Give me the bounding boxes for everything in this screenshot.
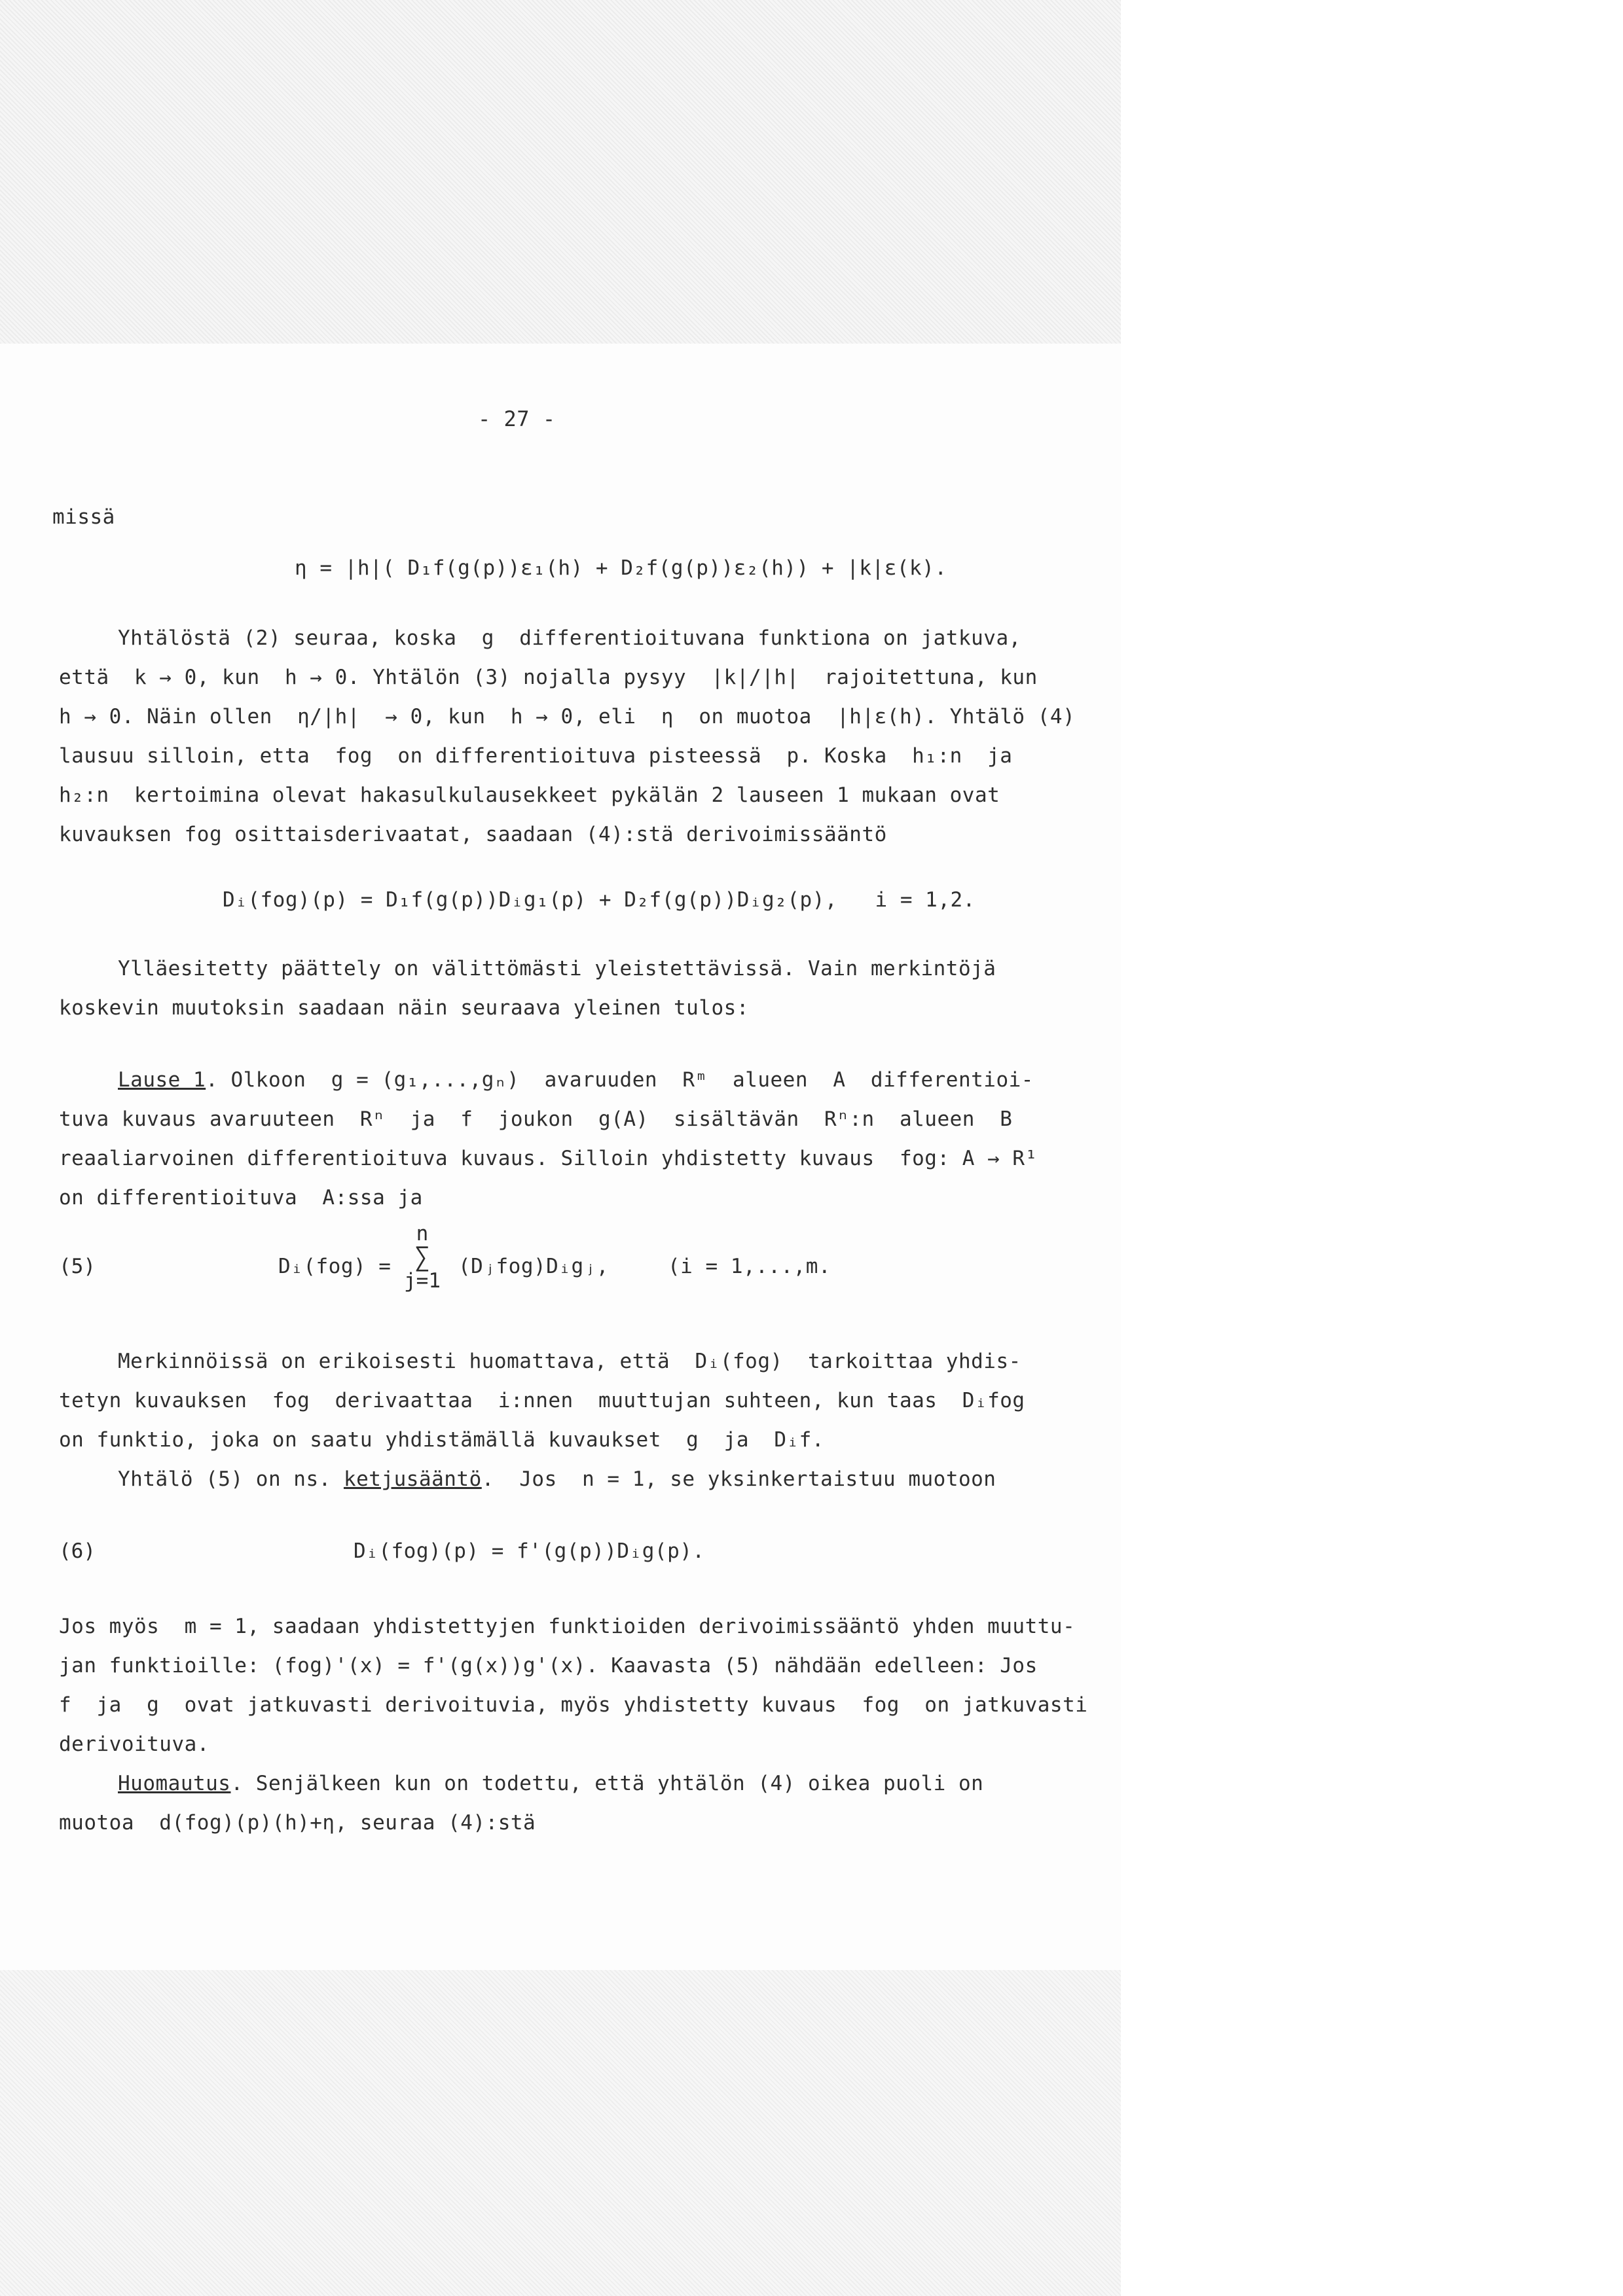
sum-upper-limit: n — [416, 1222, 429, 1246]
equation-5-range: (i = 1,...,m. — [668, 1255, 831, 1278]
equation-5-lhs: Dᵢ(fog) = — [278, 1255, 392, 1278]
equation-number-6: (6) — [59, 1539, 96, 1563]
scan-background-bottom — [0, 1970, 1121, 2296]
remark-label: Huomautus — [118, 1772, 231, 1795]
text-line: reaaliarvoinen differentioituva kuvaus. Silloin yhdistetty kuvaus fog: A → R¹ — [59, 1147, 1038, 1170]
remark-text: . Senjälkeen kun on todettu, että yhtälön (4) oikea puoli on — [230, 1772, 984, 1795]
equation-6: Dᵢ(fog)(p) = f'(g(p))Dᵢg(p). — [354, 1539, 705, 1563]
text-line: koskevin muutoksin saadaan näin seuraava yleinen tulos: — [59, 996, 749, 1020]
text-line: että k → 0, kun h → 0. Yhtälön (3) nojalla pysyy |k|/|h| rajoitettuna, kun — [59, 666, 1038, 689]
scan-background-top — [0, 0, 1121, 344]
text-line: h → 0. Näin ollen η/|h| → 0, kun h → 0, eli η on muotoa |h|ε(h). Yhtälö (4) — [59, 705, 1076, 728]
text-line: kuvauksen fog osittaisderivaatat, saadaan (4):stä derivoimissääntö — [59, 823, 887, 846]
chain-rule-term: ketjusääntö — [343, 1467, 482, 1491]
chain-rule-post: . Jos n = 1, se yksinkertaistuu muotoon — [481, 1467, 996, 1491]
text-line: tetyn kuvauksen fog derivaattaa i:nnen muuttujan suhteen, kun taas Dᵢfog — [59, 1389, 1025, 1412]
theorem-label: Lause 1 — [118, 1068, 206, 1092]
text-line: lausuu silloin, etta fog on differentioituva pisteessä p. Koska h₁:n ja — [59, 744, 1013, 768]
text-line: missä — [52, 505, 115, 529]
text-line: derivoituva. — [59, 1732, 210, 1756]
text-line: Yhtälöstä (2) seuraa, koska g differentioituvana funktiona on jatkuva, — [118, 626, 1021, 650]
theorem-text: . Olkoon g = (g₁,...,gₙ) avaruuden Rᵐ alueen A differentioi- — [206, 1068, 1034, 1092]
text-line: Ylläesitetty päättely on välittömästi yleistettävissä. Vain merkintöjä — [118, 957, 996, 980]
sum-sigma: ∑ — [414, 1242, 431, 1272]
text-line: Merkinnöissä on erikoisesti huomattava, että Dᵢ(fog) tarkoittaa yhdis- — [118, 1350, 1021, 1373]
text-line: tuva kuvaus avaruuteen Rⁿ ja f joukon g(A) sisältävän Rⁿ:n alueen B — [59, 1107, 1013, 1131]
page-number: - 27 - — [478, 406, 556, 431]
text-line: on differentioituva A:ssa ja — [59, 1186, 423, 1210]
scan-margin-right — [1121, 0, 1623, 2296]
equation-derivative-rule: Dᵢ(fog)(p) = D₁f(g(p))Dᵢg₁(p) + D₂f(g(p))Dᵢg₂(p), i = 1,2. — [223, 888, 976, 912]
equation-5-rhs: (Dⱼfog)Dᵢgⱼ, — [458, 1255, 609, 1278]
text-line: Jos myös m = 1, saadaan yhdistettyjen funktioiden derivoimissääntö yhden muuttu- — [59, 1615, 1076, 1638]
text-line: muotoa d(fog)(p)(h)+η, seuraa (4):stä — [59, 1811, 536, 1835]
text-line: jan funktioille: (fog)'(x) = f'(g(x))g'(x). Kaavasta (5) nähdään edelleen: Jos — [59, 1654, 1038, 1677]
theorem-line — [118, 1067, 1034, 1093]
chain-rule-line — [118, 1466, 996, 1492]
equation-number-5: (5) — [59, 1255, 96, 1278]
chain-rule-pre: Yhtälö (5) on ns. — [118, 1467, 344, 1491]
equation-eta: η = |h|( D₁f(g(p))ε₁(h) + D₂f(g(p))ε₂(h)) + |k|ε(k). — [295, 556, 947, 580]
text-line: on funktio, joka on saatu yhdistämällä kuvaukset g ja Dᵢf. — [59, 1428, 824, 1452]
text-line: f ja g ovat jatkuvasti derivoituvia, myös yhdistetty kuvaus fog on jatkuvasti — [59, 1693, 1088, 1717]
text-line: h₂:n kertoimina olevat hakasulkulausekkeet pykälän 2 lauseen 1 mukaan ovat — [59, 783, 1000, 807]
summation-symbol — [399, 1224, 445, 1291]
sum-lower-limit: j=1 — [404, 1269, 441, 1293]
remark-line — [118, 1770, 983, 1797]
